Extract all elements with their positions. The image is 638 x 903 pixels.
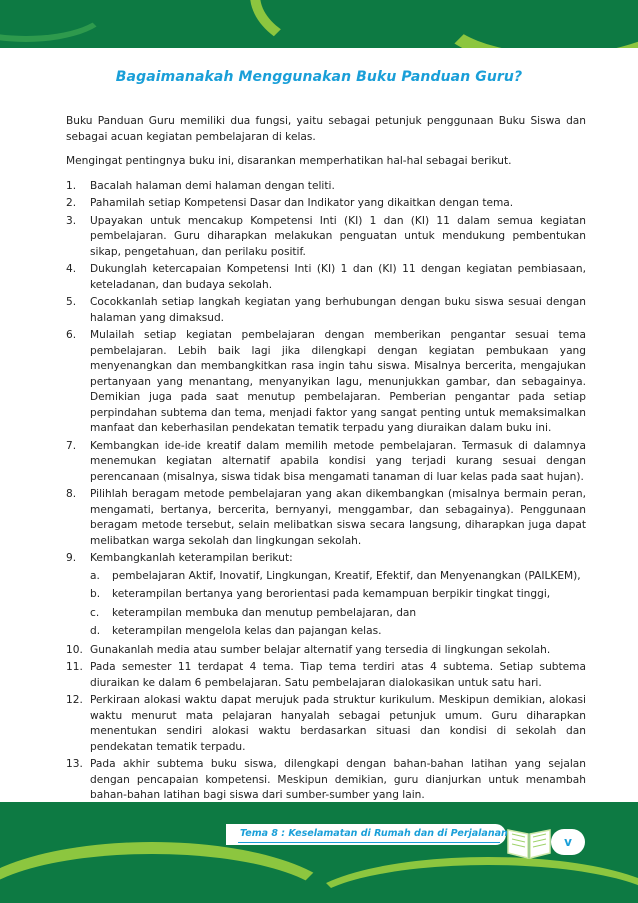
item-text: Dukunglah ketercapaian Kompetensi Inti (KI) 1 dan (KI) 11 dengan kegiatan pembiasaan, keteladanan, dan budaya sekolah. bbox=[90, 263, 586, 291]
item-text: Pahamilah setiap Kompetensi Dasar dan Indikator yang dikaitkan dengan tema. bbox=[90, 197, 514, 209]
list-item bbox=[66, 196, 586, 212]
item-number: 11. bbox=[66, 661, 83, 673]
item-number: 6. bbox=[66, 329, 77, 341]
sub-item-letter: b. bbox=[90, 588, 101, 600]
guideline-list bbox=[66, 179, 586, 804]
item-text: Cocokkanlah setiap langkah kegiatan yang berhubungan dengan buku siswa sesuai dengan halaman yang dimaksud. bbox=[90, 296, 586, 324]
list-item bbox=[66, 643, 586, 659]
item-text: Perkiraan alokasi waktu dapat merujuk pada struktur kurikulum. Meskipun demikian, alokasi waktu menurut mata pelajaran hanyalah sebagai petunjuk umum. Guru diharapkan menentukan sendiri alokasi waktu berdasarkan situasi dan kondisi di sekolah dan pendekatan tematik terpadu. bbox=[90, 694, 586, 753]
item-number: 4. bbox=[66, 263, 77, 275]
page-number: v bbox=[551, 829, 585, 855]
item-number: 8. bbox=[66, 488, 77, 500]
main-content bbox=[66, 114, 586, 806]
list-item bbox=[66, 214, 586, 261]
item-number: 2. bbox=[66, 197, 77, 209]
item-number: 7. bbox=[66, 439, 77, 452]
item-number: 10. bbox=[66, 643, 83, 656]
list-item bbox=[66, 693, 586, 755]
item-number: 3. bbox=[66, 214, 77, 227]
decorative-swirl bbox=[0, 0, 112, 42]
footer-theme-title: Tema 8 : Keselamatan di Rumah dan di Perjalanan bbox=[240, 828, 508, 839]
list-item bbox=[66, 551, 586, 640]
item-text: Mulailah setiap kegiatan pembelajaran dengan memberikan pengantar sesuai tema pembelajaran. Lebih baik lagi jika dilengkapi dengan kegiatan pembukaan yang menyenangkan dan membangkitkan rasa ingin tahu siswa. Misalnya bercerita, mengajukan pertanyaan yang menantang, menyanyikan lagu, menunjukkan gambar, dan sebagainya. Demikian juga pada saat menutup pembelajaran. Pemberian pengantar pada setiap perpindahan subtema dan tema, menjadi faktor yang sangat penting untuk memaksimalkan manfaat dan keberhasilan pendekatan tematik terpadu yang diuraikan dalam buku ini. bbox=[90, 329, 586, 434]
intro-paragraph: Mengingat pentingnya buku ini, disarankan memperhatikan hal-hal sebagai berikut. bbox=[66, 155, 512, 167]
item-number: 1. bbox=[66, 179, 77, 192]
item-text: Gunakanlah media atau sumber belajar alternatif yang tersedia di lingkungan sekolah. bbox=[90, 643, 551, 656]
item-text: Pilihlah beragam metode pembelajaran yang akan dikembangkan (misalnya bermain peran, mengamati, bertanya, bercerita, bernyanyi, menggambar, dan sebagainya). Penggunaan beragam metode tersebut, selain melibatkan siswa secara langsung, diharapkan juga dapat melibatkan warga sekolah dan lingkungan sekolah. bbox=[90, 488, 586, 547]
sub-item-letter: c. bbox=[90, 606, 100, 619]
decorative-swirl bbox=[430, 0, 638, 48]
sub-item-text: keterampilan membuka dan menutup pembelajaran, dan bbox=[112, 606, 417, 619]
sub-item-text: pembelajaran Aktif, Inovatif, Lingkungan, Kreatif, Efektif, dan Menyenangkan (PAILKEM), bbox=[112, 569, 581, 582]
item-number: 12. bbox=[66, 694, 83, 706]
item-text: Upayakan untuk mencakup Kompetensi Inti (KI) 1 dan (KI) 11 dalam semua kegiatan pembelajaran. Guru diharapkan melakukan penguatan untuk mendukung pembentukan sikap, pengetahuan, dan perilaku positif. bbox=[90, 214, 586, 258]
item-text: Pada akhir subtema buku siswa, dilengkapi dengan bahan-bahan latihan yang sejalan dengan pencapaian kompetensi. Meskipun demikian, guru dianjurkan untuk menambah bahan-bahan latihan bagi siswa dari sumber-sumber yang lain. bbox=[90, 758, 586, 801]
list-item bbox=[66, 660, 586, 691]
list-item bbox=[66, 295, 586, 326]
list-item bbox=[66, 328, 586, 437]
sub-list-item bbox=[90, 569, 586, 585]
item-text: Pada semester 11 terdapat 4 tema. Tiap tema terdiri atas 4 subtema. Setiap subtema diuraikan ke dalam 6 pembelajaran. Satu pembelajaran dialokasikan untuk satu hari. bbox=[90, 661, 586, 689]
sub-list-item bbox=[90, 606, 586, 622]
sub-list bbox=[90, 569, 586, 640]
item-number: 5. bbox=[66, 296, 77, 308]
list-item bbox=[66, 757, 586, 804]
intro-paragraph: Buku Panduan Guru memiliki dua fungsi, yaitu sebagai petunjuk penggunaan Buku Siswa dan sebagai acuan kegiatan pembelajaran di kelas. bbox=[66, 115, 586, 143]
page-title: Bagaimanakah Menggunakan Buku Panduan Guru? bbox=[115, 69, 523, 86]
item-number: 9. bbox=[66, 552, 77, 564]
item-text: Kembangkanlah keterampilan berikut: bbox=[90, 552, 293, 564]
open-book-icon bbox=[504, 820, 554, 862]
item-number: 13. bbox=[66, 758, 83, 770]
sub-list-item bbox=[90, 587, 586, 603]
item-text: Kembangkan ide-ide kreatif dalam memilih metode pembelajaran. Termasuk di dalamnya menemukan kegiatan alternatif apabila kondisi yang terjadi kurang sesuai dengan perencanaan (misalnya, siswa tidak bisa mengamati tanaman di luar kelas pada saat hujan). bbox=[90, 439, 586, 483]
list-item bbox=[66, 262, 586, 293]
decorative-swirl bbox=[0, 842, 344, 903]
list-item bbox=[66, 179, 586, 195]
sub-list-item bbox=[90, 624, 586, 640]
sub-item-letter: d. bbox=[90, 625, 101, 637]
footer-underline bbox=[238, 842, 500, 843]
sub-item-letter: a. bbox=[90, 569, 100, 582]
sub-item-text: keterampilan mengelola kelas dan pajangan kelas. bbox=[112, 625, 382, 637]
item-text: Bacalah halaman demi halaman dengan teliti. bbox=[90, 179, 335, 192]
list-item bbox=[66, 487, 586, 549]
sub-item-text: keterampilan bertanya yang berorientasi pada kemampuan berpikir tingkat tinggi, bbox=[112, 588, 551, 600]
list-item bbox=[66, 439, 586, 486]
header-band bbox=[0, 0, 638, 48]
decorative-swirl bbox=[250, 0, 460, 48]
decorative-swirl bbox=[300, 857, 638, 903]
